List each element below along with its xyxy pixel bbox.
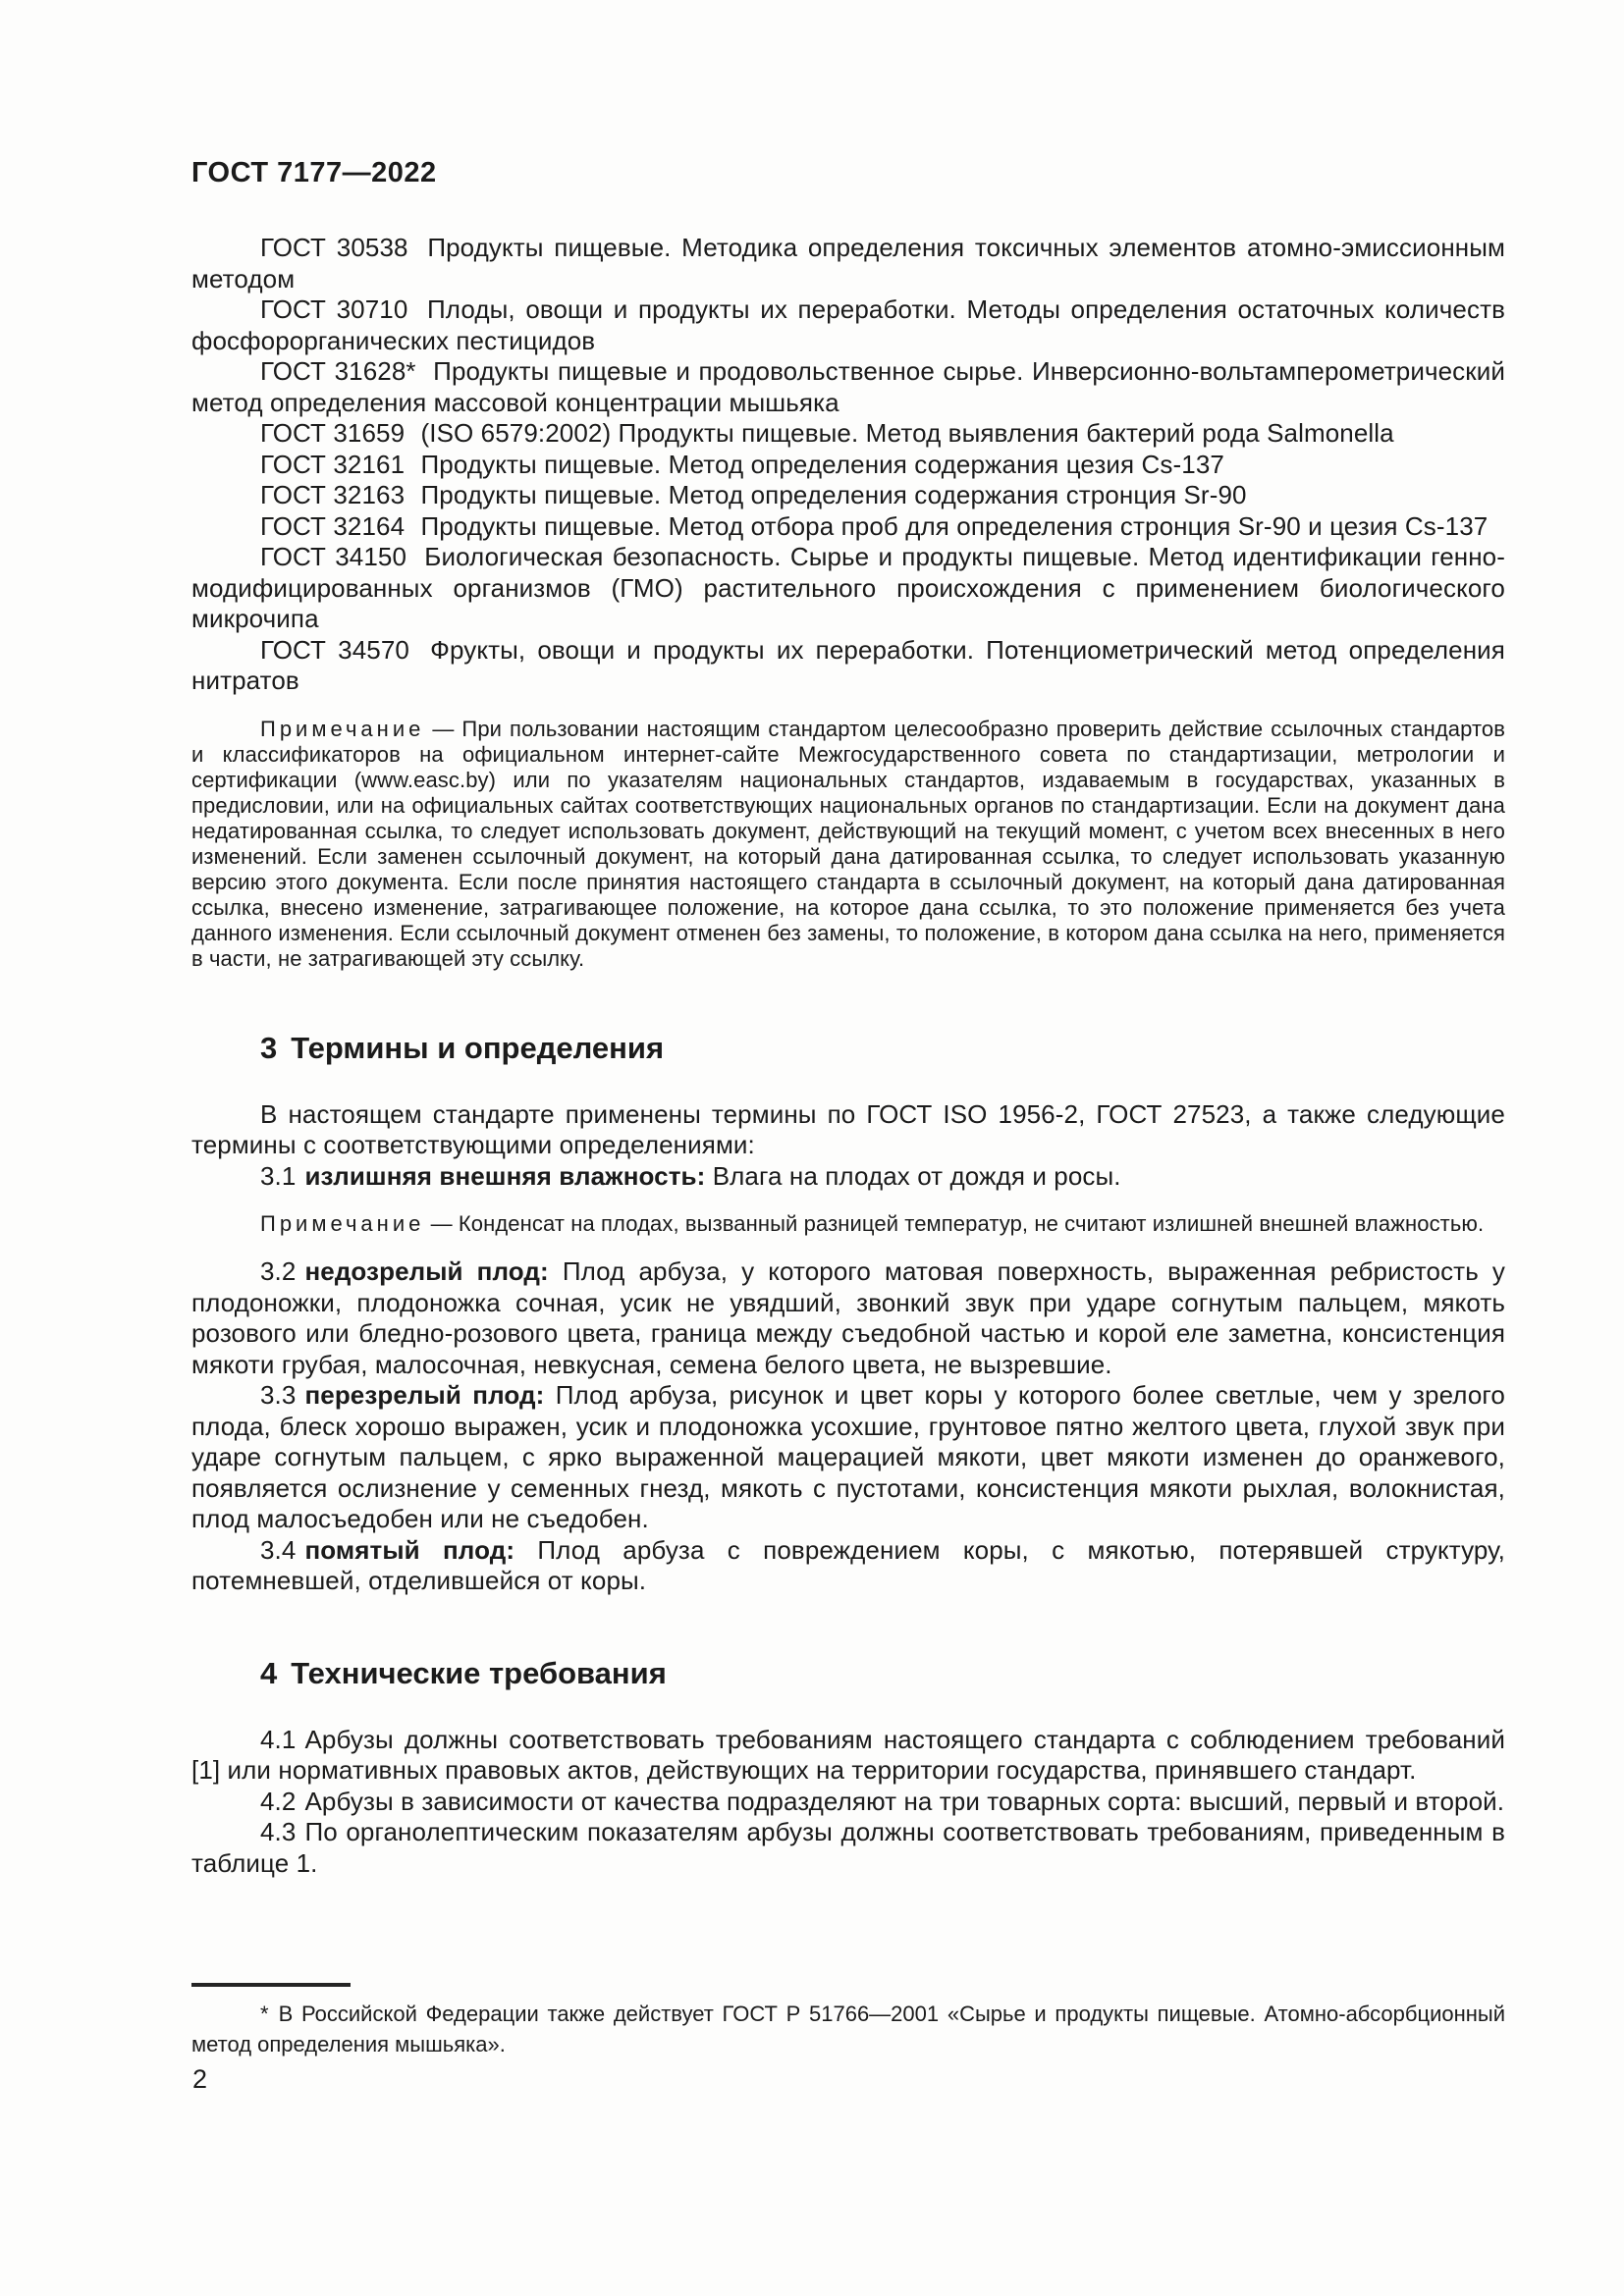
reference-item <box>191 511 1505 543</box>
reference-title: Продукты пищевые и продовольственное сырье. Инверсионно-вольтамперометрический метод определения массовой концентрации мышьяка <box>191 356 1505 417</box>
reference-item <box>191 356 1505 418</box>
term-number: 3.3 <box>260 1380 297 1410</box>
term-number: 3.4 <box>260 1534 297 1565</box>
references-list <box>191 233 1505 697</box>
clause-text: Арбузы должны соответствовать требованиям настоящего стандарта с соблюдением требований [1] или нормативных правовых актов, действующих на территории государства, принявшего стандарт. <box>191 1724 1505 1785</box>
reference-item <box>191 418 1505 450</box>
clause-number: 4.2 <box>260 1786 297 1816</box>
term-name: перезрелый плод: <box>304 1380 545 1410</box>
term-name: помятый плод: <box>304 1534 515 1565</box>
reference-item <box>191 294 1505 356</box>
note-label: Примечание <box>260 1211 425 1236</box>
term-item <box>191 1161 1505 1193</box>
reference-label: ГОСТ 30538 <box>260 233 408 262</box>
clause-text: Арбузы в зависимости от качества подразделяют на три товарных сорта: высший, первый и второй. <box>304 1786 1505 1816</box>
term-item <box>191 1535 1505 1597</box>
reference-title: Продукты пищевые. Метод определения содержания стронция Sr-90 <box>420 480 1247 509</box>
note-term <box>191 1211 1505 1237</box>
reference-label: ГОСТ 32163 <box>260 480 406 509</box>
reference-label: ГОСТ 32161 <box>260 449 406 479</box>
reference-title: Продукты пищевые. Метод отбора проб для определения стронция Sr-90 и цезия Cs-137 <box>420 510 1489 541</box>
clause-number: 4.1 <box>260 1724 297 1754</box>
term-definition: Плод арбуза, у которого матовая поверхность, выраженная ребристость у плодоножки, плодоножка сочная, усик не увядший, звонкий звук при ударе согнутым пальцем, мякоть розового или бледно-розового цвета, граница между съедобной частью и корой еле заметна, консистенция мякоти грубая, малосочная, невкусная, семена белого цвета, не вызревшие. <box>191 1256 1505 1379</box>
footnote <box>191 1999 1505 2059</box>
term-definition: Плод арбуза с повреждением коры, с мякотью, потерявшей структуру, потемневшей, отделившейся от коры. <box>191 1534 1506 1595</box>
page-number: 2 <box>192 2064 208 2094</box>
heading-title: Технические требования <box>291 1655 667 1690</box>
term-name: недозрелый плод: <box>304 1256 549 1286</box>
reference-title: Фрукты, овощи и продукты их переработки. Потенциометрический метод определения нитратов <box>191 634 1505 695</box>
reference-item <box>191 450 1505 481</box>
term-definition: Плод арбуза, рисунок и цвет коры у которого более светлые, чем у зрелого плода, блеск хорошо выражен, усик и плодоножка усохшие, грунтовое пятно желтого цвета, глухой звук при ударе согнутым пальцем, с ярко выраженной мацерацией мякоти, цвет мякоти изменен до оранжевого, появляется ослизнение у семенных гнезд, мякоть с пустотами, консистенция мякоти рыхлая, волокнистая, плод малосъедобен или не съедобен. <box>191 1380 1505 1533</box>
term-item <box>191 1380 1505 1535</box>
footnote-text: В Российской Федерации также действует ГОСТ Р 51766—2001 «Сырье и продукты пищевые. Атомно-абсорбционный метод определения мышьяка». <box>191 2002 1505 2056</box>
section-heading-3 <box>191 1031 1505 1066</box>
term-item <box>191 1256 1505 1380</box>
terms-intro: В настоящем стандарте применены термины по ГОСТ ISO 1956-2, ГОСТ 27523, а также следующие термины с соответствующими определениями: <box>191 1098 1505 1159</box>
reference-label: ГОСТ 34150 <box>260 542 407 571</box>
term-number: 3.2 <box>260 1256 297 1286</box>
reference-title: Плоды, овощи и продукты их переработки. Методы определения остаточных количеств фосфорорганических пестицидов <box>191 294 1505 355</box>
clause-item <box>191 1787 1505 1818</box>
heading-number: 4 <box>260 1655 278 1690</box>
term-number: 3.1 <box>260 1160 297 1191</box>
reference-label: ГОСТ 30710 <box>260 294 408 324</box>
footnote-rule <box>191 1983 351 1987</box>
footnote-marker: * <box>260 2002 269 2026</box>
heading-title: Термины и определения <box>291 1030 665 1065</box>
reference-label: ГОСТ 31628* <box>260 356 416 386</box>
reference-title: Продукты пищевые. Метод определения содержания цезия Cs-137 <box>420 449 1224 479</box>
term-definition: Влага на плодах от дождя и росы. <box>712 1160 1121 1191</box>
doc-code-header: ГОСТ 7177—2022 <box>191 157 437 188</box>
reference-title: Продукты пищевые. Методика определения токсичных элементов атомно-эмиссионным методом <box>191 233 1505 294</box>
reference-item <box>191 542 1505 635</box>
term-name: излишняя внешняя влажность: <box>304 1160 706 1191</box>
note-references <box>191 717 1505 972</box>
clause-number: 4.3 <box>260 1817 297 1846</box>
reference-item <box>191 233 1505 294</box>
reference-item <box>191 635 1505 697</box>
clause-text: По органолептическим показателям арбузы должны соответствовать требованиям, приведенным в таблице 1. <box>191 1817 1505 1878</box>
section-heading-4 <box>191 1656 1505 1691</box>
note-label: Примечание <box>260 716 425 741</box>
reference-label: ГОСТ 31659 <box>260 418 406 448</box>
clause-item <box>191 1725 1505 1787</box>
clause-item <box>191 1817 1505 1879</box>
reference-label: ГОСТ 32164 <box>260 510 406 541</box>
reference-title: Биологическая безопасность. Сырье и продукты пищевые. Метод идентификации генно-модифицированных организмов (ГМО) растительного происхождения с применением биологического микрочипа <box>191 542 1505 633</box>
reference-label: ГОСТ 34570 <box>260 634 409 665</box>
note-text: — При пользовании настоящим стандартом целесообразно проверить действие ссылочных стандартов и классификаторов на официальном интернет-сайте Межгосударственного совета по стандартизации, метрологии и сертификации (www.easc.by) или по указателям национальных стандартов, издаваемым в государствах, указанных в предисловии, или на официальных сайтах соответствующих национальных органов по стандартизации. Если на документ дана недатированная ссылка, то следует использовать документ, действующий на текущий момент, с учетом всех внесенных в него изменений. Если заменен ссылочный документ, на который дана датированная ссылка, то следует использовать указанную версию этого документа. Если после принятия настоящего стандарта в ссылочный документ, на который дана датированная ссылка, внесено изменение, затрагивающее положение, на которое дана ссылка, то это положение применяется без учета данного изменения. Если ссылочный документ отменен без замены, то положение, в котором дана ссылка на него, применяется в части, не затрагивающей эту ссылку. <box>191 716 1506 971</box>
reference-title: (ISO 6579:2002) Продукты пищевые. Метод выявления бактерий рода Salmonella <box>420 418 1394 448</box>
reference-item <box>191 480 1505 511</box>
heading-number: 3 <box>260 1030 278 1065</box>
note-text: — Конденсат на плодах, вызванный разницей температур, не считают излишней внешней влажностью. <box>430 1211 1485 1236</box>
footnote-block <box>191 1983 1505 2059</box>
